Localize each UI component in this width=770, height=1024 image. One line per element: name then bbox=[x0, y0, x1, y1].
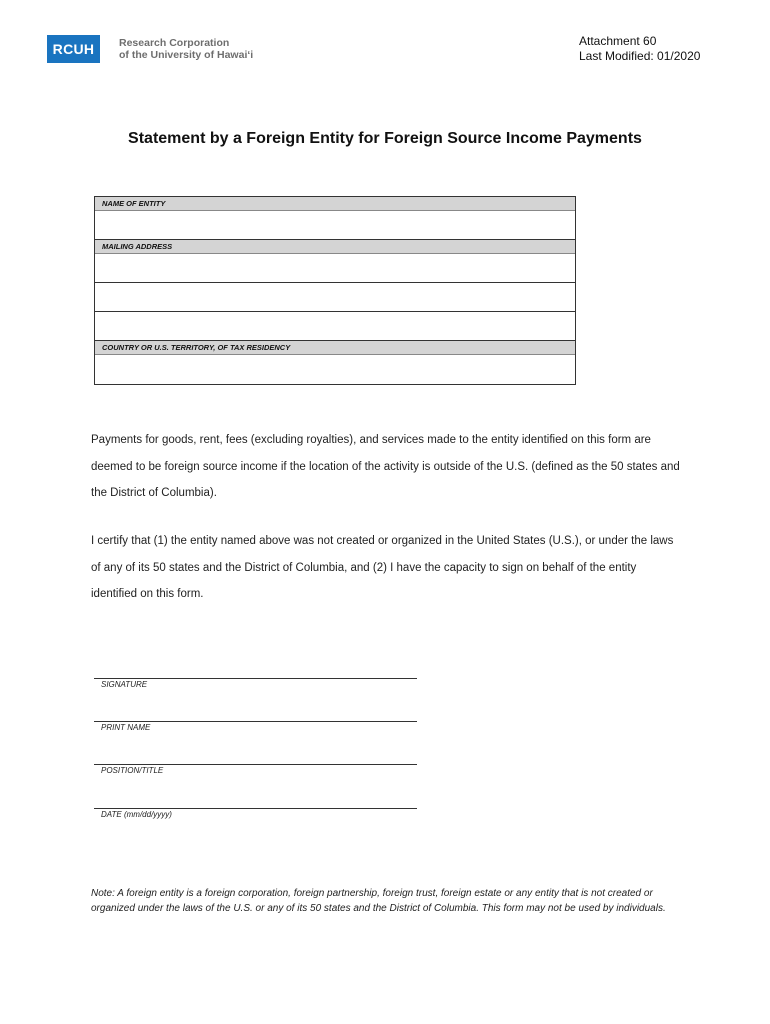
date-line[interactable] bbox=[94, 808, 417, 809]
country-field[interactable] bbox=[95, 355, 575, 384]
rcuh-logo bbox=[47, 35, 253, 63]
last-modified: Last Modified: 01/2020 bbox=[579, 49, 701, 63]
logo-abbr: RCUH bbox=[47, 35, 100, 63]
signature-line[interactable] bbox=[94, 678, 417, 679]
print-name-line[interactable] bbox=[94, 721, 417, 722]
mailing-address-label: MAILING ADDRESS bbox=[95, 240, 575, 254]
mailing-address-field-2[interactable] bbox=[95, 283, 575, 312]
print-name-label: PRINT NAME bbox=[101, 723, 151, 732]
date-label: DATE (mm/dd/yyyy) bbox=[101, 810, 172, 819]
page-title: Statement by a Foreign Entity for Foreign Source Income Payments bbox=[128, 130, 642, 147]
position-title-label: POSITION/TITLE bbox=[101, 766, 164, 775]
logo-line1: Research Corporation bbox=[119, 37, 230, 49]
mailing-address-field-1[interactable] bbox=[95, 254, 575, 283]
position-title-line[interactable] bbox=[94, 764, 417, 765]
name-of-entity-field[interactable] bbox=[95, 211, 575, 240]
signature-label: SIGNATURE bbox=[101, 680, 148, 689]
attachment-number: Attachment 60 bbox=[579, 34, 657, 48]
paragraph-certification: I certify that (1) the entity named above was not created or organized in the United States (U.S.), or under the laws of any of its 50 states and the District of Columbia, and (2) I have the capacity to sign on behalf of the entity identified on this form. bbox=[91, 535, 674, 600]
name-of-entity-label: NAME OF ENTITY bbox=[95, 197, 575, 211]
logo-text bbox=[119, 37, 253, 61]
logo-line2: of the University of Hawaiʻi bbox=[119, 49, 254, 61]
entity-info-table bbox=[94, 196, 576, 385]
paragraph-foreign-income: Payments for goods, rent, fees (excluding royalties), and services made to the entity identified on this form are deemed to be foreign source income if the location of the activity is outside of the U.S. (defined as the 50 states and the District of Columbia). bbox=[91, 434, 680, 499]
attachment-info bbox=[579, 34, 700, 64]
mailing-address-field-3[interactable] bbox=[95, 312, 575, 341]
country-label: COUNTRY OR U.S. TERRITORY, OF TAX RESIDENCY bbox=[95, 341, 575, 355]
footnote: Note: A foreign entity is a foreign corporation, foreign partnership, foreign trust, foreign estate or any entity that is not created or organized under the laws of the U.S. or any of its 50 states and the District of Columbia. This form may not be used by individuals. bbox=[91, 888, 666, 914]
